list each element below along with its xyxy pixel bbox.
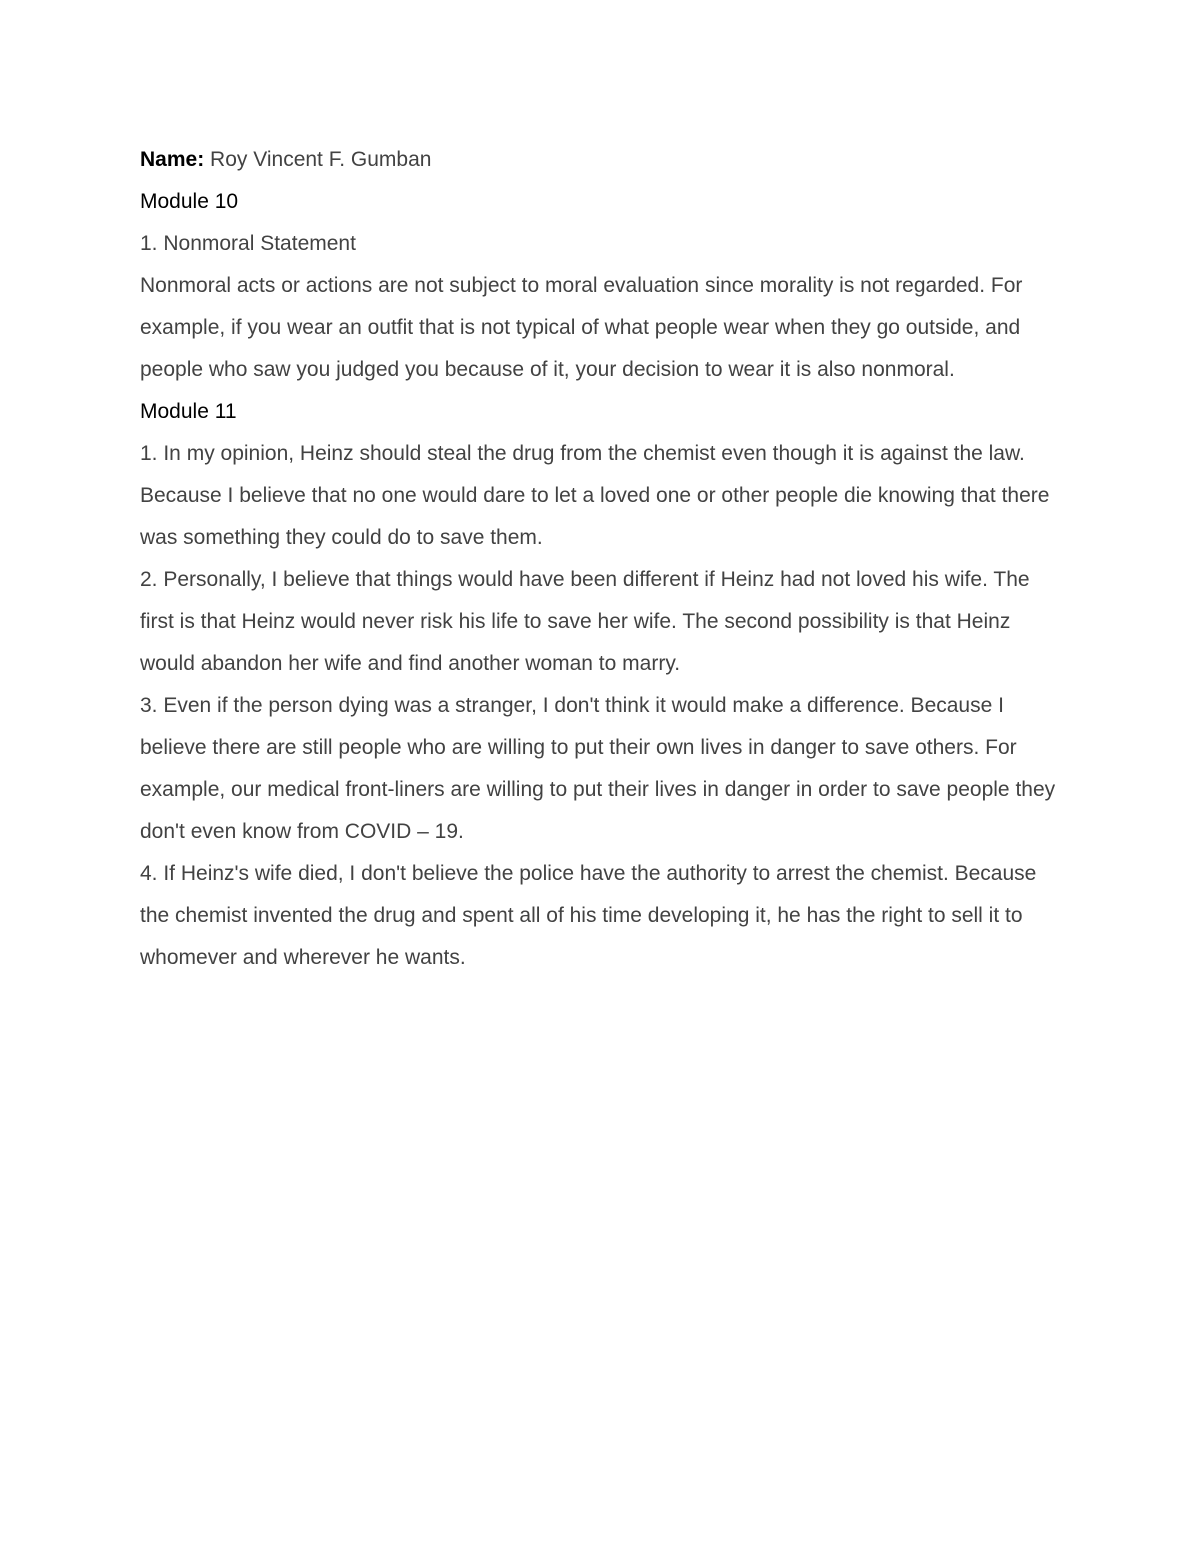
- name-label: Name:: [140, 148, 205, 171]
- module-11-answer-3: 3. Even if the person dying was a stranger, I don't think it would make a difference. Because I believe there are still people who are willing to put their own lives in danger to save others. For example, our medical front-liners are willing to put their lives in danger in order to save people they don't even know from COVID – 19.: [140, 694, 1056, 843]
- module-11-heading: Module 11: [140, 400, 237, 423]
- nonmoral-statement-title: 1. Nonmoral Statement: [140, 232, 356, 255]
- module-10-heading: Module 10: [140, 190, 239, 213]
- module-11-answer-2: 2. Personally, I believe that things would have been different if Heinz had not loved his wife. The first is that Heinz would never risk his life to save her wife. The second possibility is that Heinz would abandon her wife and find another woman to marry.: [140, 568, 1030, 675]
- name-value: Roy Vincent F. Gumban: [210, 148, 432, 171]
- module-11-answer-4: 4. If Heinz's wife died, I don't believe the police have the authority to arrest the chemist. Because the chemist invented the drug and spent all of his time developing it, he has the right to sell it to whomever and wherever he wants.: [140, 862, 1037, 969]
- name-line: [140, 139, 1060, 181]
- nonmoral-statement-body: Nonmoral acts or actions are not subject to moral evaluation since morality is not regarded. For example, if you wear an outfit that is not typical of what people wear when they go outside, and people who saw you judged you because of it, your decision to wear it is also nonmoral.: [140, 274, 1023, 381]
- module-11-answer-1: 1. In my opinion, Heinz should steal the drug from the chemist even though it is against the law. Because I believe that no one would dare to let a loved one or other people die knowing that there was something they could do to save them.: [140, 442, 1050, 549]
